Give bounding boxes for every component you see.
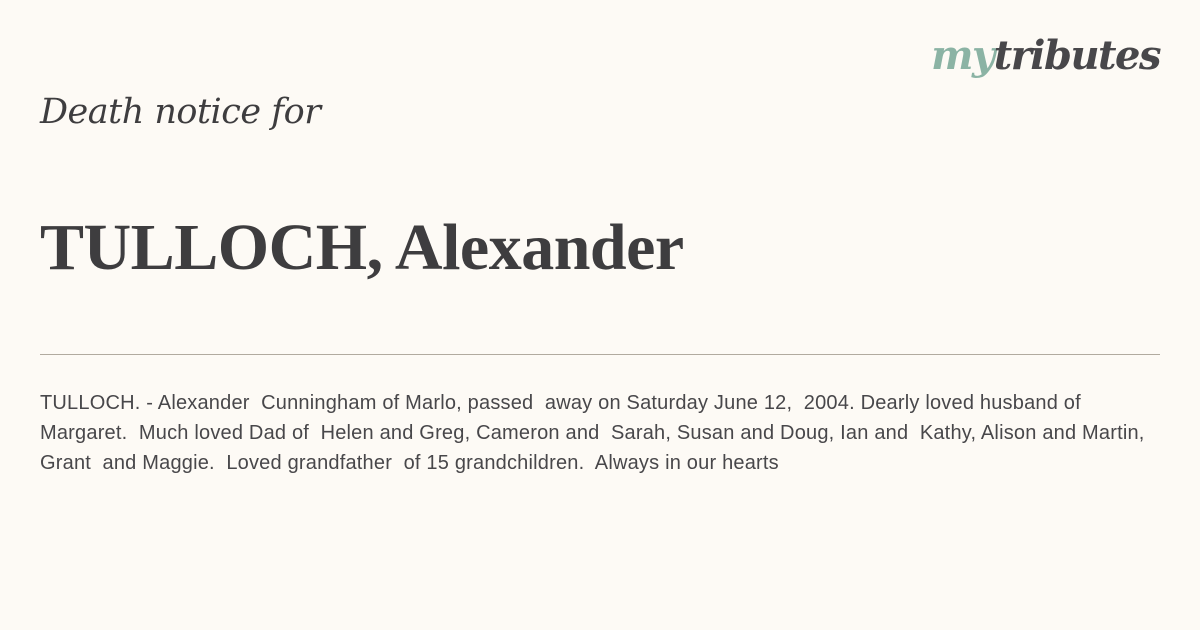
- deceased-name: TULLOCH, Alexander: [40, 211, 684, 284]
- section-divider: [40, 354, 1160, 355]
- logo-suffix: tributes: [993, 32, 1160, 79]
- logo-prefix: my: [931, 32, 994, 79]
- notice-text: TULLOCH. - Alexander Cunningham of Marlo, passed away on Saturday June 12, 2004. Dearly loved husband of Margaret. Much loved Dad of Helen and Greg, Cameron and Sarah, Susan and Doug, Ian and Kathy, Alison and Martin, Grant and Maggie. Loved grandfather of 15 grandchildren. Always in our hearts: [40, 392, 1151, 474]
- mytributes-logo[interactable]: [931, 32, 1160, 79]
- notice-eyebrow: Death notice for: [40, 92, 321, 132]
